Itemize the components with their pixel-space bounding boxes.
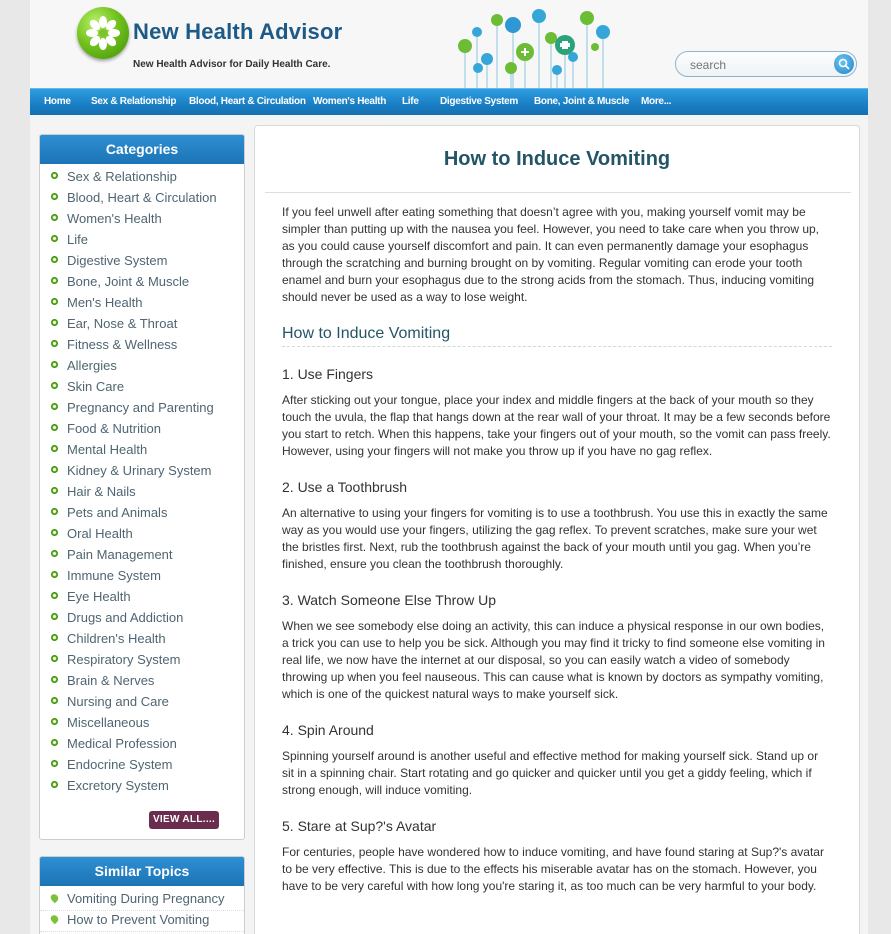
article-panel [254,125,860,934]
category-label: Respiratory System [67,652,181,667]
leaf-icon [49,914,60,925]
category-link[interactable] [40,252,244,273]
similar-topic-label: How to Prevent Vomiting [67,912,210,927]
categories-list [40,164,244,798]
search-input[interactable] [690,56,830,74]
article-title: How to Induce Vomiting [443,148,671,170]
category-label: Endocrine System [67,757,173,772]
similar-topic-link[interactable] [40,890,244,911]
nav-womens-health[interactable]: Women's Health [313,96,387,107]
similar-topic-label: Vomiting During Pregnancy [67,891,225,906]
step-body: After sticking out your tongue, place your index and middle fingers at the back of your mouth so they touch the uvula, the flap that hangs down at the rear wall of your throat. It may be a few seconds before you start to retch. When this happens, take your fingers out of your mouth, so the vomit can pass freely. However, using your fingers will not make you throw up if you have no gag reflex. [282,393,831,458]
bullet-icon [51,193,58,200]
category-link[interactable] [40,336,244,357]
category-label: Nursing and Care [67,694,169,709]
magnifier-icon[interactable] [834,54,854,74]
category-link[interactable] [40,357,244,378]
category-link[interactable] [40,189,244,210]
categories-box [39,134,245,840]
bullet-icon [51,298,58,305]
category-link[interactable] [40,210,244,231]
category-label: Fitness & Wellness [67,337,178,352]
category-link[interactable] [40,714,244,735]
category-link[interactable] [40,420,244,441]
bullet-icon [51,403,58,410]
category-label: Digestive System [67,253,168,268]
bullet-icon [51,361,58,368]
bullet-icon [51,613,58,620]
category-link[interactable] [40,462,244,483]
category-label: Drugs and Addiction [67,610,184,625]
category-label: Pregnancy and Parenting [67,400,214,415]
category-label: Bone, Joint & Muscle [67,274,190,289]
category-link[interactable] [40,504,244,525]
category-link[interactable] [40,231,244,252]
category-label: Oral Health [67,526,133,541]
category-link[interactable] [40,609,244,630]
category-link[interactable] [40,378,244,399]
step-heading: 3. Watch Someone Else Throw Up [282,592,496,608]
bullet-icon [51,277,58,284]
category-link[interactable] [40,756,244,777]
category-label: Women's Health [67,211,162,226]
bullet-icon [51,550,58,557]
similar-topics-box [39,856,245,934]
category-link[interactable] [40,588,244,609]
step-heading: 2. Use a Toothbrush [282,479,408,495]
leaf-icon [49,893,60,904]
health-icons-illustration [455,2,615,88]
category-label: Pain Management [67,547,173,562]
bullet-icon [51,592,58,599]
category-label: Sex & Relationship [67,169,177,184]
page [30,0,868,934]
brand-title[interactable]: New Health Advisor [133,19,343,44]
bullet-icon [51,718,58,725]
bullet-icon [51,634,58,641]
step-heading: 5. Stare at Sup?'s Avatar [282,818,437,834]
bullet-icon [51,319,58,326]
category-link[interactable] [40,273,244,294]
category-label: Food & Nutrition [67,421,161,436]
category-link[interactable] [40,546,244,567]
green-flower-icon[interactable] [77,7,129,59]
bullet-icon [51,655,58,662]
category-link[interactable] [40,693,244,714]
category-label: Eye Health [67,589,131,604]
step-body: When we see somebody else doing an activity, this can induce a physical response in our own bodies, a trick you can use to help you be sick. Although you may find it tricky to find someone else vomiting in real life, we now have the internet at our disposal, so you can easily watch a video of somebody throwing up when you feel nauseous. This can cause what is known by doctors as sympathy vomiting, which is one of the quickest natural ways to make yourself sick. [282,619,825,701]
search-box [675,51,857,77]
category-label: Allergies [67,358,117,373]
step-body: Spinning yourself around is another useful and effective method for making yourself sick. Stand up or sit in a spinning chair. Start rotating and go quicker and quicker until you get a giddy feeling, which if strong enough, will induce vomiting. [282,749,819,797]
category-link[interactable] [40,315,244,336]
step-body: For centuries, people have wondered how to induce vomiting, and have found staring at Sup?'s avatar to be very effective. This is due to the effects his miserable avatar has on the stomach. However, you have to be very careful with how long you're staring it, as too much can be very harmful to your body. [282,845,824,893]
nav-sex-relationship[interactable]: Sex & Relationship [91,96,177,107]
step-heading: 1. Use Fingers [282,366,374,382]
bullet-icon [51,424,58,431]
bullet-icon [51,676,58,683]
bullet-icon [51,445,58,452]
bullet-icon [51,760,58,767]
bullet-icon [51,340,58,347]
category-link[interactable] [40,294,244,315]
bullet-icon [51,571,58,578]
category-label: Blood, Heart & Circulation [67,190,217,205]
bullet-icon [51,466,58,473]
category-link[interactable] [40,651,244,672]
category-link[interactable] [40,168,244,189]
brand-tagline: New Health Advisor for Daily Health Care. [133,59,331,70]
bullet-icon [51,508,58,515]
category-label: Medical Profession [67,736,177,751]
bullet-icon [51,382,58,389]
bullet-icon [51,256,58,263]
article-content [282,204,832,895]
category-link[interactable] [40,735,244,756]
step-heading: 4. Spin Around [282,722,374,738]
similar-topic-link[interactable] [40,911,244,932]
nav-life[interactable]: Life [402,96,419,107]
title-divider [265,192,851,193]
category-label: Men's Health [67,295,143,310]
category-link[interactable] [40,399,244,420]
site-header [30,0,868,88]
category-link[interactable] [40,630,244,651]
bullet-icon [51,781,58,788]
step-body: An alternative to using your fingers for vomiting is to use a toothbrush. You use this in exactly the same way as you would use your fingers, utilizing the gag reflex. To prevent scratches, make sure your wet the bristles first. Next, rub the toothbrush against the back of your mouth until you gag. When you’re finished, ensure you clean the toothbrush thoroughly. [282,506,828,571]
nav-digestive-system[interactable]: Digestive System [440,96,519,107]
main-nav [30,88,868,115]
category-link[interactable] [40,567,244,588]
category-label: Brain & Nerves [67,673,155,688]
category-label: Children's Health [67,631,166,646]
category-label: Mental Health [67,442,148,457]
bullet-icon [51,487,58,494]
nav-bone-joint-muscle[interactable]: Bone, Joint & Muscle [534,96,630,107]
category-label: Excretory System [67,778,169,793]
category-label: Kidney & Urinary System [67,463,212,478]
view-all-button[interactable]: VIEW ALL.... [149,811,219,829]
bullet-icon [51,697,58,704]
bullet-icon [51,739,58,746]
category-link[interactable] [40,777,244,798]
bullet-icon [51,529,58,536]
nav-more[interactable]: More... [641,96,672,107]
similar-topics-title: Similar Topics [40,857,244,886]
intro-paragraph: If you feel unwell after eating something that doesn’t agree with you, making yourself vomit may be simpler than putting up with the nausea you feel. However, you need to take care when you throw up, as you could cause yourself discomfort and pain. It can even permanently damage your esophagus through the scratching and burning brought on by vomiting. Regular vomiting can erode your tooth enamel and burn your esophagus due to the strong acids from the stomach. Thus, inducing vomiting should never be used as a way to lose weight. [282,205,819,304]
category-label: Immune System [67,568,161,583]
categories-title: Categories [40,135,244,164]
bullet-icon [51,214,58,221]
category-link[interactable] [40,483,244,504]
category-link[interactable] [40,525,244,546]
category-link[interactable] [40,441,244,462]
category-label: Skin Care [67,379,125,394]
bullet-icon [51,235,58,242]
category-label: Pets and Animals [67,505,168,520]
category-link[interactable] [40,672,244,693]
category-label: Hair & Nails [67,484,136,499]
nav-blood-heart-circulation[interactable]: Blood, Heart & Circulation [189,96,306,107]
nav-home[interactable]: Home [44,96,71,107]
category-label: Miscellaneous [67,715,150,730]
category-label: Ear, Nose & Throat [67,316,178,331]
category-label: Life [67,232,88,247]
section-heading: How to Induce Vomiting [282,325,832,347]
bullet-icon [51,172,58,179]
